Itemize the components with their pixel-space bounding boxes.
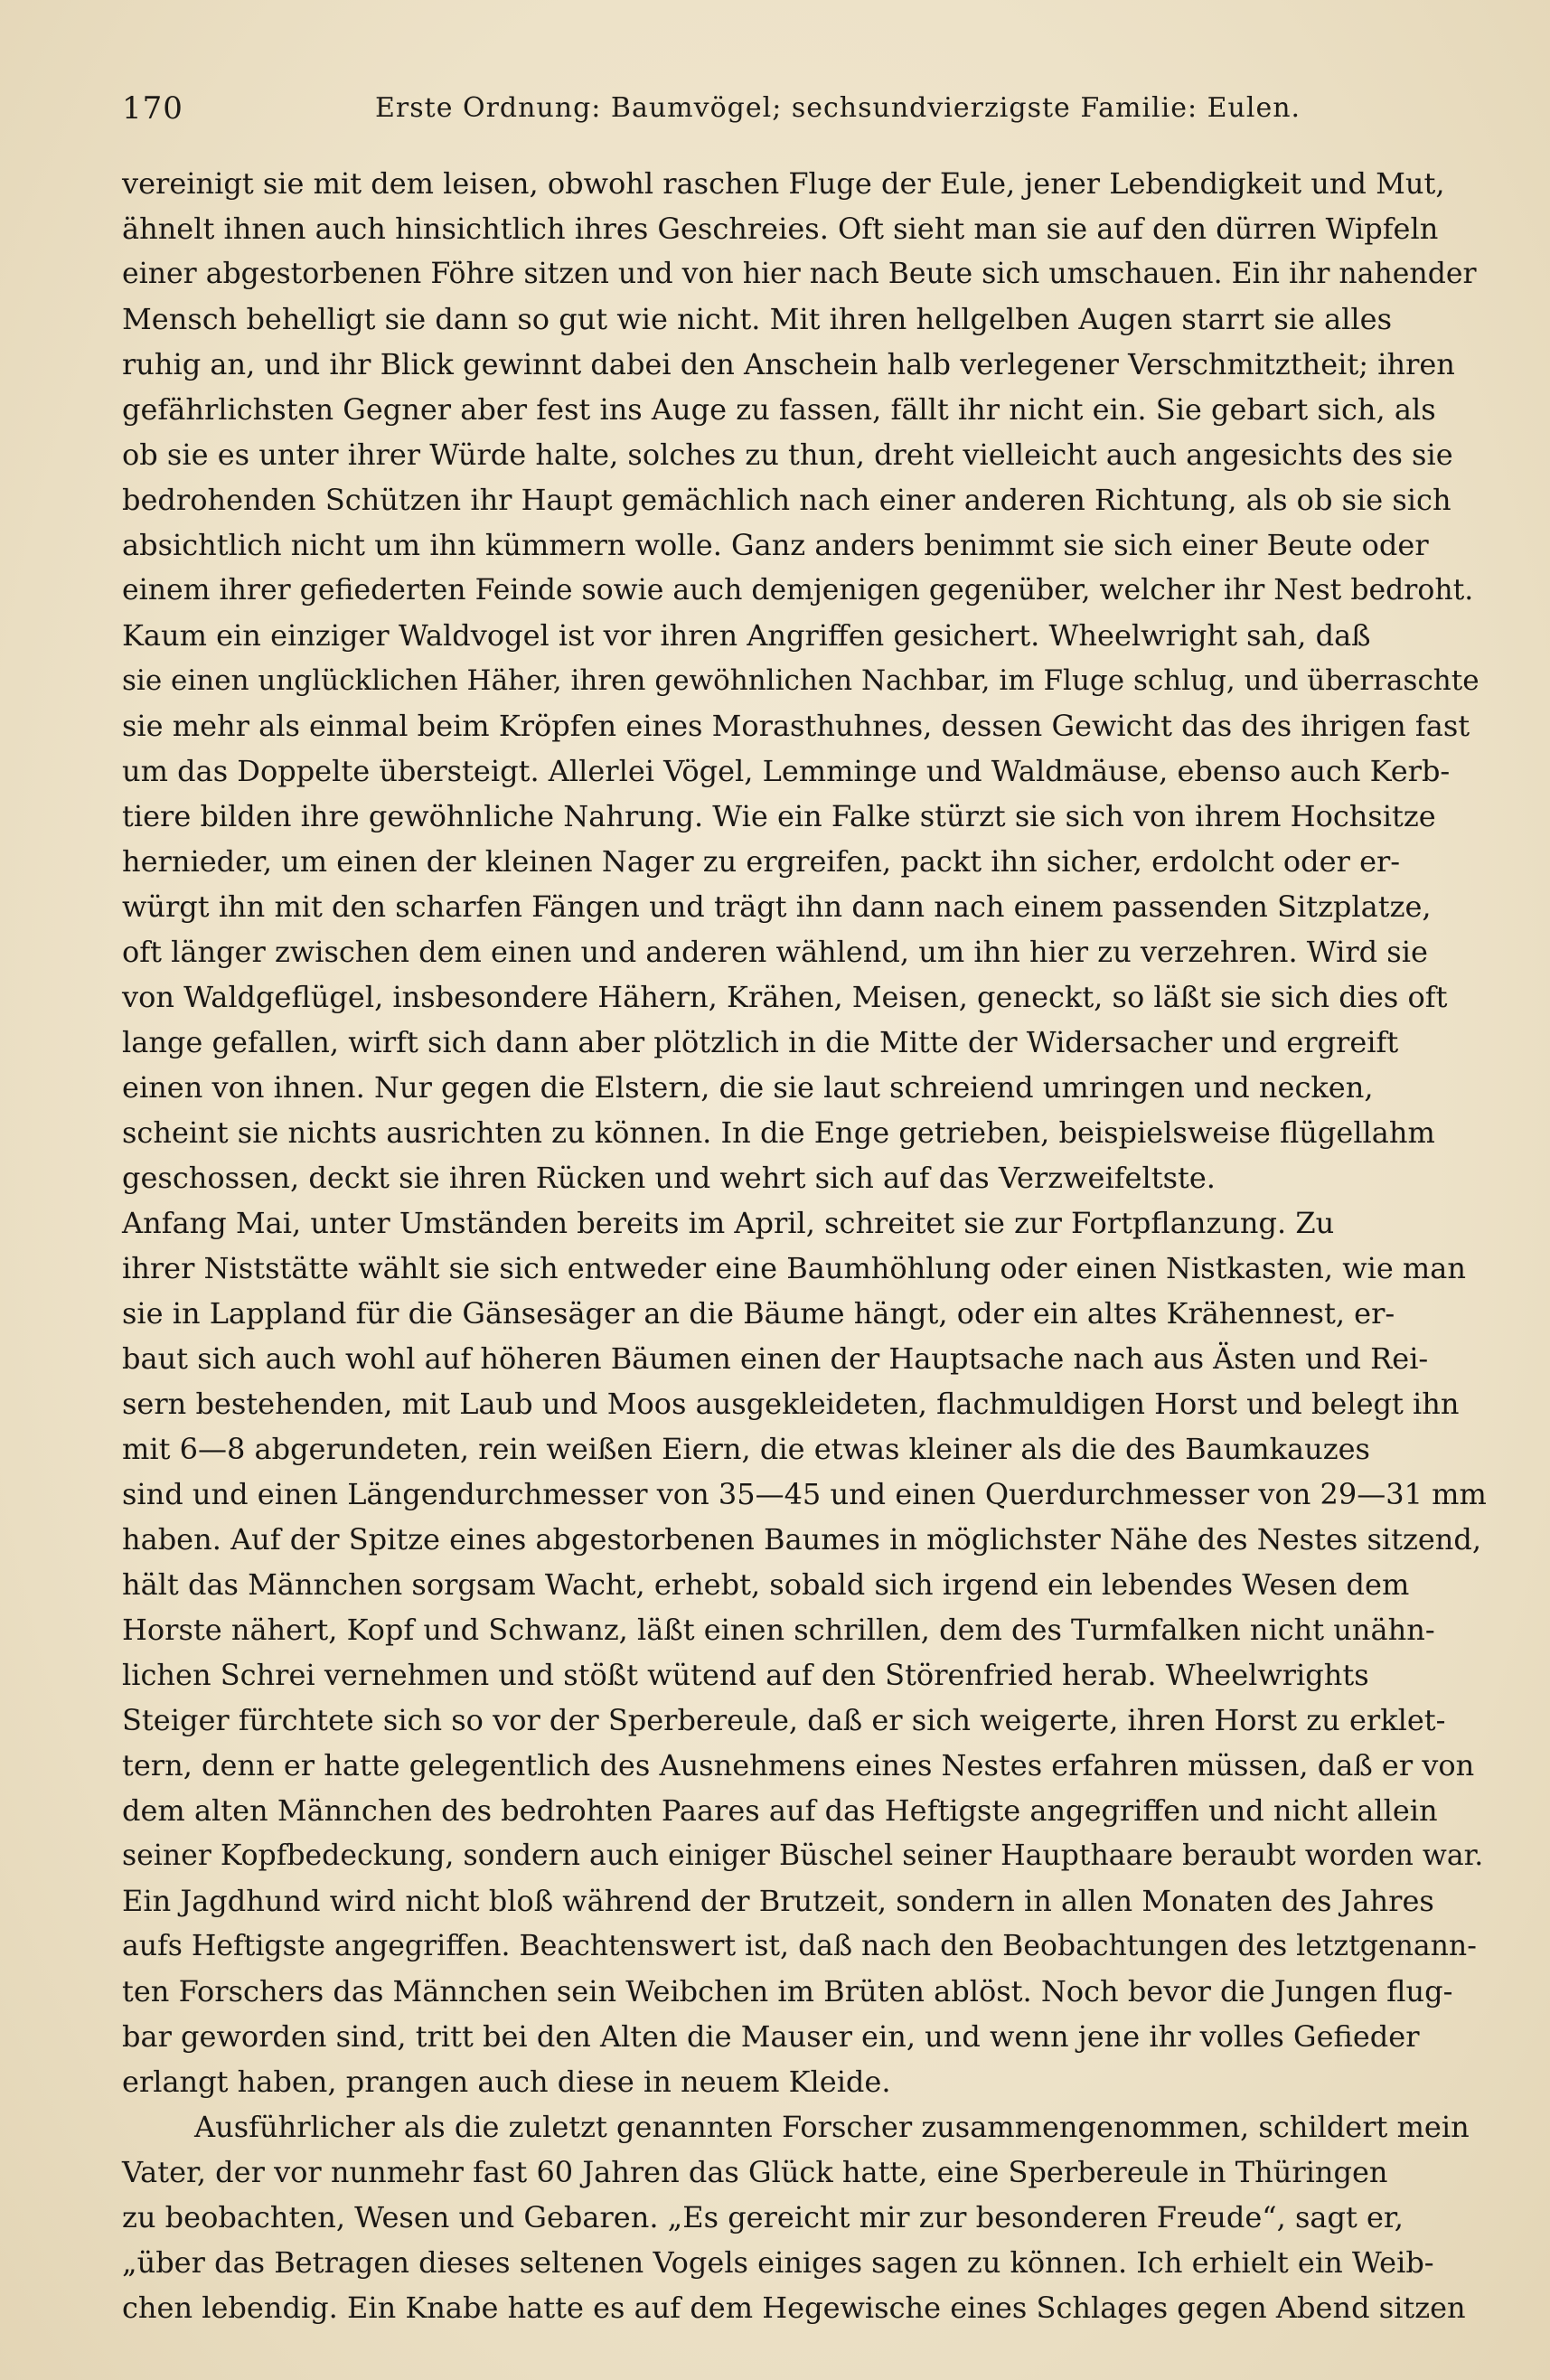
text-line: Vater, der vor nunmehr fast 60 Jahren das Glück hatte, eine Sperbereule in Thüringen — [122, 2155, 1388, 2189]
text-line: Steiger fürchtete sich so vor der Sperbereule, daß er sich weigerte, ihren Horst zu erklet- — [122, 1703, 1446, 1737]
text-line: ihrer Niststätte wählt sie sich entweder eine Baumhöhlung oder einen Nistkasten, wie man — [122, 1251, 1466, 1285]
text-line: um das Doppelte übersteigt. Allerlei Vögel, Lemminge und Waldmäuse, ebenso auch Kerb- — [122, 754, 1451, 788]
page-header — [122, 90, 1478, 136]
text-line: scheint sie nichts ausrichten zu können. In die Enge getrieben, beispielsweise flügellahm — [122, 1115, 1435, 1150]
text-line: aufs Heftigste angegriffen. Beachtenswert ist, daß nach den Beobachtungen des letztgenann- — [122, 1930, 1477, 1962]
text-line: ähnelt ihnen auch hinsichtlich ihres Geschreies. Oft sieht man sie auf den dürren Wipfeln — [122, 212, 1439, 246]
text-line: dem alten Männchen des bedrohten Paares auf das Heftigste angegriffen und nicht allein — [122, 1793, 1438, 1828]
text-line: sie einen unglücklichen Häher, ihren gewöhnlichen Nachbar, im Fluge schlug, und überraschte — [122, 664, 1480, 697]
text-line: sern bestehenden, mit Laub und Moos ausgekleideten, flachmuldigen Horst und belegt ihn — [122, 1387, 1460, 1421]
text-line: bedrohenden Schützen ihr Haupt gemächlich nach einer anderen Richtung, als ob sie sich — [122, 483, 1451, 517]
text-line: von Waldgeflügel, insbesondere Hähern, Krähen, Meisen, geneckt, so läßt sie sich dies oft — [122, 980, 1448, 1014]
text-line: oft länger zwischen dem einen und anderen wählend, um ihn hier zu verzehren. Wird sie — [122, 935, 1428, 969]
text-line: baut sich auch wohl auf höheren Bäumen einen der Hauptsache nach aus Ästen und Rei- — [122, 1341, 1429, 1376]
text-line: hernieder, um einen der kleinen Nager zu ergreifen, packt ihn sicher, erdolcht oder er- — [122, 844, 1401, 879]
text-line: sie in Lappland für die Gänsesäger an die Bäume hängt, oder ein altes Krähennest, er- — [122, 1296, 1395, 1331]
text-line: Kaum ein einziger Waldvogel ist vor ihren Angriffen gesichert. Wheelwright sah, daß — [122, 618, 1371, 653]
text-line: einer abgestorbenen Föhre sitzen und von hier nach Beute sich umschauen. Ein ihr nahender — [122, 258, 1477, 290]
text-line: geschossen, deckt sie ihren Rücken und wehrt sich auf das Verzweifeltste. — [122, 1161, 1216, 1195]
text-line: Ein Jagdhund wird nicht bloß während der Brutzeit, sondern in allen Monaten des Jahres — [122, 1884, 1434, 1918]
text-line: sind und einen Längendurchmesser von 35—45 und einen Querdurchmesser von 29—31 mm — [122, 1477, 1487, 1511]
text-line: ten Forschers das Männchen sein Weibchen im Brüten ablöst. Noch bevor die Jungen flug- — [122, 1974, 1453, 2008]
text-line: ob sie es unter ihrer Würde halte, solches zu thun, dreht vielleicht auch angesichts des sie — [122, 437, 1453, 472]
text-line: einen von ihnen. Nur gegen die Elstern, die sie laut schreiend umringen und necken, — [122, 1070, 1374, 1105]
text-line: würgt ihn mit den scharfen Fängen und trägt ihn dann nach einem passenden Sitzplatze, — [122, 889, 1432, 924]
text-line: gefährlichsten Gegner aber fest ins Auge zu fassen, fällt ihr nicht ein. Sie gebart sich, als — [122, 392, 1436, 427]
text-line: zu beobachten, Wesen und Gebaren. „Es gereicht mir zur besonderen Freude“, sagt er, — [122, 2200, 1404, 2234]
text-line: bar geworden sind, tritt bei den Alten die Mauser ein, und wenn jene ihr volles Gefieder — [122, 2019, 1420, 2054]
text-line: tiere bilden ihre gewöhnliche Nahrung. Wie ein Falke stürzt sie sich von ihrem Hochsitze — [122, 799, 1436, 833]
text-line: vereinigt sie mit dem leisen, obwohl raschen Fluge der Eule, jener Lebendigkeit und Mut, — [122, 166, 1445, 201]
text-line: „über das Betragen dieses seltenen Vogels einiges sagen zu können. Ich erhielt ein Weib- — [122, 2245, 1434, 2280]
text-line: Mensch behelligt sie dann so gut wie nicht. Mit ihren hellgelben Augen starrt sie alles — [122, 302, 1392, 336]
text-line: mit 6—8 abgerundeten, rein weißen Eiern, die etwas kleiner als die des Baumkauzes — [122, 1432, 1370, 1466]
text-line: lange gefallen, wirft sich dann aber plötzlich in die Mitte der Widersacher und ergreift — [122, 1025, 1399, 1059]
paragraph-start-line: Anfang Mai, unter Umständen bereits im April, schreitet sie zur Fortpflanzung. Zu — [122, 1206, 1335, 1240]
text-line: haben. Auf der Spitze eines abgestorbenen Baumes in möglichster Nähe des Nestes sitzend, — [122, 1522, 1482, 1557]
body-text — [122, 161, 1491, 2330]
text-line: absichtlich nicht um ihn kümmern wolle. Ganz anders benimmt sie sich einer Beute oder — [122, 528, 1429, 562]
text-line: erlangt haben, prangen auch diese in neuem Kleide. — [122, 2065, 891, 2099]
running-head: Erste Ordnung: Baumvögel; sechsundvierzigste Familie: Eulen. — [375, 92, 1301, 124]
paragraph-start-line: Ausführlicher als die zuletzt genannten Forscher zusammengenommen, schildert mein — [194, 2110, 1470, 2144]
text-line: hält das Männchen sorgsam Wacht, erhebt, sobald sich irgend ein lebendes Wesen dem — [122, 1567, 1410, 1602]
text-line: ruhig an, und ihr Blick gewinnt dabei den Anschein halb verlegener Verschmitztheit; ihren — [122, 347, 1455, 381]
text-line: lichen Schrei vernehmen und stößt wütend auf den Störenfried herab. Wheelwrights — [122, 1658, 1369, 1692]
text-line: einem ihrer gefiederten Feinde sowie auch demjenigen gegenüber, welcher ihr Nest bedroht. — [122, 574, 1474, 607]
text-line: seiner Kopfbedeckung, sondern auch einiger Büschel seiner Haupthaare beraubt worden war. — [122, 1839, 1484, 1872]
page-number: 170 — [122, 90, 183, 127]
text-line: sie mehr als einmal beim Kröpfen eines Morasthuhnes, dessen Gewicht das des ihrigen fast — [122, 709, 1470, 743]
text-line: tern, denn er hatte gelegentlich des Ausnehmens eines Nestes erfahren müssen, daß er von — [122, 1748, 1475, 1783]
text-line: Horste nähert, Kopf und Schwanz, läßt einen schrillen, dem des Turmfalken nicht unähn- — [122, 1613, 1435, 1647]
text-line: chen lebendig. Ein Knabe hatte es auf dem Hegewische eines Schlages gegen Abend sitzen — [122, 2291, 1466, 2325]
